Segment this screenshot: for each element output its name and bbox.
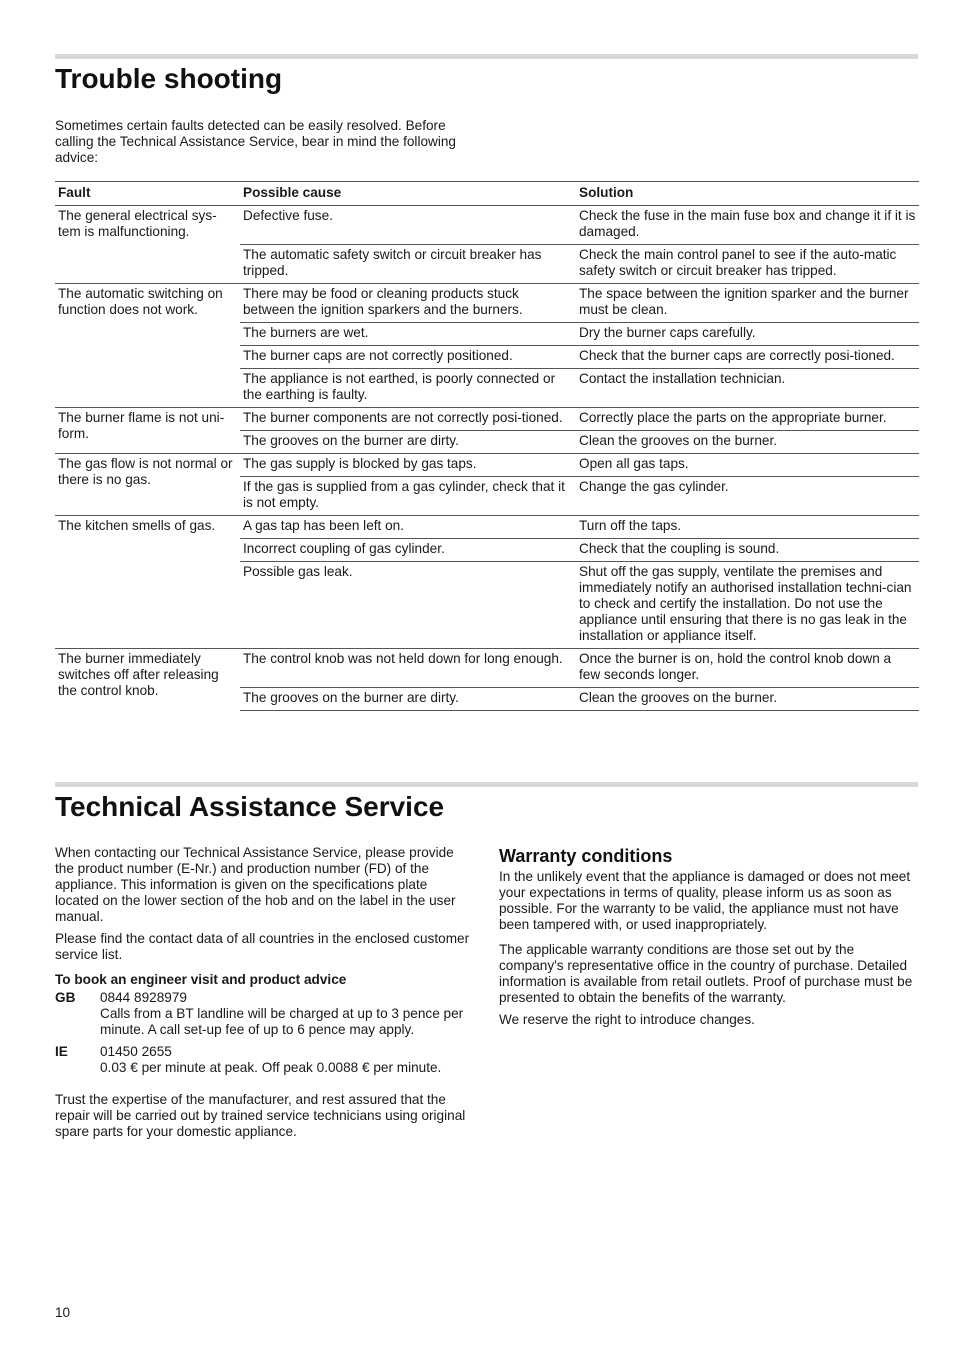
phone-number: 0844 8928979 [100, 990, 187, 1005]
warranty-paragraph-1: In the unlikely event that the appliance is damaged or does not meet your expectations in terms of quality, please inform us as soon as possible. For the warranty to be valid, the appliance must not have been tampered with, or used inappropriately. [499, 869, 911, 932]
warranty-heading: Warranty conditions [499, 846, 673, 866]
solution-cell: Correctly place the parts on the appropriate burner. [576, 408, 919, 431]
technical-assistance-column [55, 845, 473, 1140]
cause-cell: If the gas is supplied from a gas cylinder, check that it is not empty. [240, 477, 576, 516]
section-divider-tas [55, 782, 918, 787]
cause-cell: Possible gas leak. [240, 562, 576, 649]
trouble-shooting-heading: Trouble shooting [55, 63, 283, 94]
country-code: GB [55, 990, 76, 1005]
cause-cell: The automatic safety switch or circuit breaker has tripped. [240, 245, 576, 284]
cause-cell: There may be food or cleaning products stuck between the ignition sparkers and the burners. [240, 284, 576, 323]
contact-entry-gb [55, 990, 473, 1038]
cause-cell: The burners are wet. [240, 323, 576, 346]
table-header-row [55, 182, 919, 206]
table-row [55, 284, 919, 323]
solution-cell: Check the fuse in the main fuse box and change it if it is damaged. [576, 206, 919, 245]
cause-cell: Incorrect coupling of gas cylinder. [240, 539, 576, 562]
solution-cell: Open all gas taps. [576, 454, 919, 477]
solution-cell: Change the gas cylinder. [576, 477, 919, 516]
page-number: 10 [55, 1305, 71, 1320]
fault-cell: The automatic switching on function does not work. [55, 284, 240, 408]
call-charge-note: Calls from a BT landline will be charged at up to 3 pence per minute. A call set-up fee of up to 6 pence may apply. [100, 1006, 464, 1037]
fault-table [55, 181, 919, 711]
table-row [55, 454, 919, 477]
table-row [55, 408, 919, 431]
solution-cell: Dry the burner caps carefully. [576, 323, 919, 346]
trouble-shooting-intro: Sometimes certain faults detected can be easily resolved. Before calling the Technical Assistance Service, bear in mind the following advice: [55, 118, 456, 165]
header-possible-cause: Possible cause [240, 182, 576, 206]
cause-cell: The gas supply is blocked by gas taps. [240, 454, 576, 477]
country-code: IE [55, 1044, 68, 1059]
table-row [55, 516, 919, 539]
solution-cell: Check that the burner caps are correctly posi-tioned. [576, 346, 919, 369]
section-divider-top [55, 54, 918, 59]
cause-cell: The burner caps are not correctly positioned. [240, 346, 576, 369]
call-charge-note: 0.03 € per minute at peak. Off peak 0.0088 € per minute. [100, 1060, 442, 1075]
solution-cell: Turn off the taps. [576, 516, 919, 539]
solution-cell: Check that the coupling is sound. [576, 539, 919, 562]
table-row [55, 649, 919, 688]
warranty-paragraph-3: We reserve the right to introduce changes. [499, 1012, 755, 1027]
header-fault: Fault [55, 182, 240, 206]
fault-cell: The kitchen smells of gas. [55, 516, 240, 649]
warranty-column [499, 845, 919, 1028]
solution-cell: Clean the grooves on the burner. [576, 431, 919, 454]
cause-cell: The burner components are not correctly posi-tioned. [240, 408, 576, 431]
solution-cell: The space between the ignition sparker and the burner must be clean. [576, 284, 919, 323]
fault-cell: The burner flame is not uni-form. [55, 408, 240, 454]
fault-cell: The general electrical sys-tem is malfunctioning. [55, 206, 240, 284]
cause-cell: A gas tap has been left on. [240, 516, 576, 539]
cause-cell: The appliance is not earthed, is poorly connected or the earthing is faulty. [240, 369, 576, 408]
tas-paragraph-2: Please find the contact data of all countries in the enclosed customer service list. [55, 931, 470, 962]
cause-cell: The grooves on the burner are dirty. [240, 688, 576, 711]
phone-number: 01450 2655 [100, 1044, 172, 1059]
contact-entry-ie [55, 1044, 473, 1076]
technical-assistance-heading: Technical Assistance Service [55, 791, 445, 822]
tas-paragraph-3: Trust the expertise of the manufacturer, and rest assured that the repair will be carried out by trained service technicians using original spare parts for your domestic appliance. [55, 1092, 466, 1139]
cause-cell: The grooves on the burner are dirty. [240, 431, 576, 454]
book-engineer-subheading: To book an engineer visit and product advice [55, 972, 347, 987]
cause-cell: Defective fuse. [240, 206, 576, 245]
warranty-paragraph-2: The applicable warranty conditions are those set out by the company's representative office in the country of purchase. Detailed information is available from retail outlets. Proof of purchase must be presented to obtain the benefits of the warranty. [499, 942, 913, 1005]
fault-cell: The burner immediately switches off after releasing the control knob. [55, 649, 240, 711]
solution-cell: Shut off the gas supply, ventilate the premises and immediately notify an authorised installation techni-cian to check and certify the installation. Do not use the appliance until ensuring that there is no gas leak in the installation or appliance itself. [576, 562, 919, 649]
solution-cell: Contact the installation technician. [576, 369, 919, 408]
solution-cell: Check the main control panel to see if the auto-matic safety switch or circuit breaker has tripped. [576, 245, 919, 284]
header-solution: Solution [576, 182, 919, 206]
table-row [55, 206, 919, 245]
fault-cell: The gas flow is not normal or there is no gas. [55, 454, 240, 516]
solution-cell: Clean the grooves on the burner. [576, 688, 919, 711]
solution-cell: Once the burner is on, hold the control knob down a few seconds longer. [576, 649, 919, 688]
cause-cell: The control knob was not held down for long enough. [240, 649, 576, 688]
tas-paragraph-1: When contacting our Technical Assistance Service, please provide the product number (E-Nr.) and production number (FD) of the appliance. This information is given on the specifications plate located on the lower section of the hob and on the label in the user manual. [55, 845, 456, 924]
